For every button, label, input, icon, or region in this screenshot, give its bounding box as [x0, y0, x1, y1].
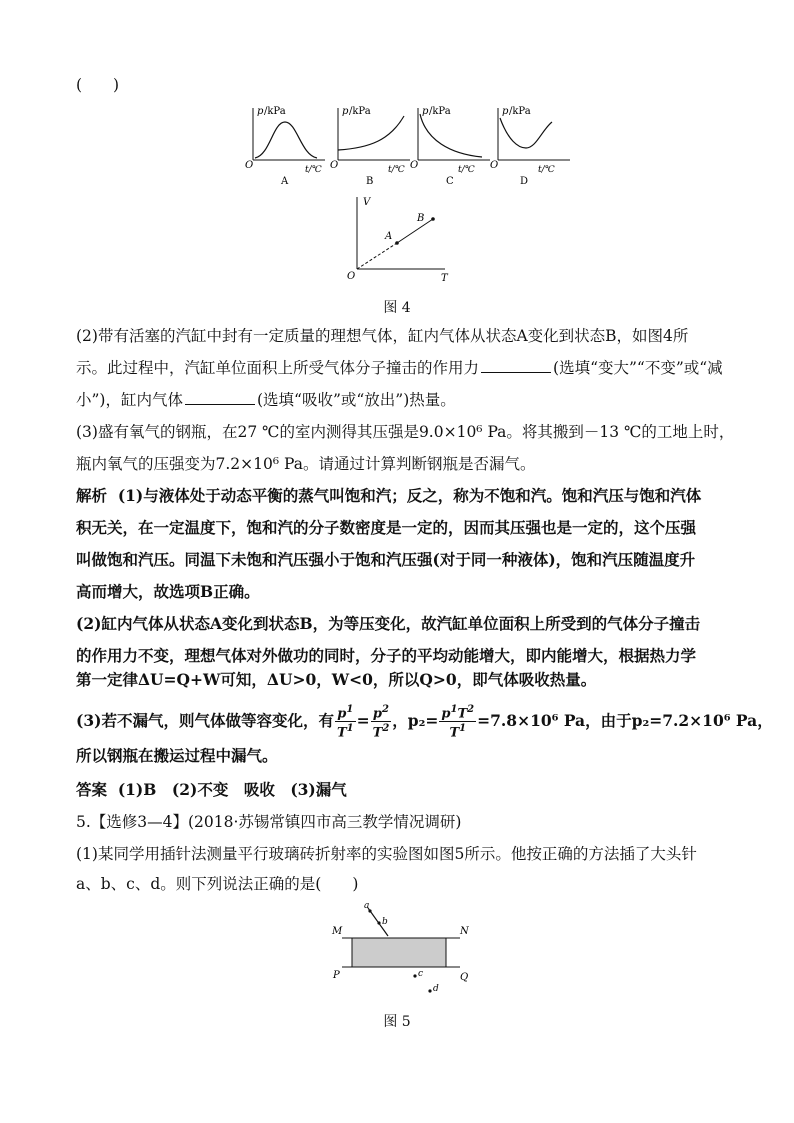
- fig4-xlabel: T: [441, 273, 448, 284]
- q2-line-3-b: (选填“吸收”或“放出”)热量。: [256, 391, 456, 409]
- answer-text: (1)B (2)不变 吸收 (3)漏气: [117, 780, 347, 799]
- q3-line-2: 瓶内氧气的压强变为7.2×10⁶ Pa。请通过计算判断钢瓶是否漏气。: [76, 455, 536, 473]
- fig5-label-d: d: [433, 984, 439, 994]
- fig5-label-b: b: [382, 917, 388, 927]
- fig4-point-b: B: [417, 213, 425, 224]
- analysis-p3-line-2: 所以钢瓶在搬运过程中漏气。: [76, 746, 278, 765]
- graph-c-ylabel: p: [422, 106, 429, 117]
- graph-b: [330, 106, 410, 187]
- q2-line-2-b: (选填“变大”“不变”或“减: [553, 359, 723, 377]
- analysis-p3-val: =7.8×10⁶ Pa，由于p₂=7.2×10⁶ Pa，: [477, 710, 773, 730]
- fig4-origin: O: [347, 271, 356, 282]
- q5-line-1: (1)某同学用插针法测量平行玻璃砖折射率的实验图如图5所示。他按正确的方法插了大头针: [76, 845, 697, 863]
- q3-line-1: (3)盛有氧气的钢瓶，在27 ℃的室内测得其压强是9.0×10⁶ Pa。将其搬到－13 ℃的工地上时，: [76, 423, 735, 441]
- q2-line-2: [76, 357, 723, 379]
- graph-a-origin: O: [245, 160, 254, 171]
- graph-b-origin: O: [330, 160, 339, 171]
- fig5-label-m: M: [332, 926, 343, 937]
- analysis-p1-l1: (1)与液体处于动态平衡的蒸气叫饱和汽；反之，称为不饱和汽。饱和汽压与饱和汽体: [117, 486, 702, 505]
- fig5-label-q: Q: [460, 972, 469, 983]
- pin-d-dot: [428, 989, 431, 992]
- analysis-p2-line-2: 的作用力不变，理想气体对外做功的同时，分子的平均动能增大，即内能增大，根据热力学: [76, 646, 697, 665]
- graph-a: [245, 106, 325, 187]
- graph-a-xlabel: t/℃: [305, 165, 322, 175]
- fig5-label-c: c: [418, 969, 424, 979]
- graph-b-yunit: /kPa: [349, 106, 371, 117]
- analysis-p2-line-1: (2)缸内气体从状态A变化到状态B，为等压变化，故汽缸单位面积上所受到的气体分子撞击: [76, 614, 701, 633]
- figure-5: [330, 898, 480, 998]
- graph-d: [490, 106, 570, 187]
- graph-c: [410, 106, 490, 187]
- fig4-point-a: A: [385, 231, 393, 242]
- q5-header: 5.【选修3—4】(2018·苏锡常镇四市高三教学情况调研): [76, 813, 462, 831]
- answer-label: 答案: [76, 780, 108, 799]
- fraction-p2-t2: $\frac{p^2}{T^2}$: [372, 704, 390, 741]
- question-bracket: ( ): [76, 76, 120, 94]
- analysis-label: 解析: [76, 486, 108, 505]
- point-a-dot: [395, 241, 399, 245]
- graph-d-origin: O: [490, 160, 499, 171]
- option-graphs: [245, 100, 585, 190]
- pin-b-dot: [377, 921, 380, 924]
- graph-c-origin: O: [410, 160, 419, 171]
- q2-line-3: [76, 389, 456, 411]
- analysis-p1-line-3: 叫做饱和汽压。同温下未饱和汽压强小于饱和汽压强(对于同一种液体)，饱和汽压随温度升: [76, 550, 696, 569]
- figure-4: [345, 193, 455, 288]
- fraction-p1t2-t1: $\frac{p^1T^2}{T^1}$: [441, 704, 475, 741]
- graph-a-ylabel: p: [257, 106, 264, 117]
- graph-d-label: D: [520, 176, 529, 187]
- graph-c-label: C: [446, 176, 454, 187]
- point-b-dot: [431, 217, 435, 221]
- analysis-p1-line-1: [76, 485, 701, 507]
- graph-a-label: A: [281, 176, 289, 187]
- graph-b-xlabel: t/℃: [388, 165, 405, 175]
- answer-line: [76, 779, 347, 801]
- analysis-p1-line-2: 积无关，在一定温度下，饱和汽的分子数密度是一定的，因而其压强也是一定的，这个压强: [76, 518, 697, 537]
- q2-line-2-a: 示。此过程中，汽缸单位面积上所受气体分子撞击的作用力: [76, 359, 480, 377]
- q2-blank-force[interactable]: [481, 358, 551, 373]
- graph-d-xlabel: t/℃: [538, 165, 555, 175]
- graph-d-ylabel: p: [502, 106, 509, 117]
- graph-b-label: B: [366, 176, 374, 187]
- analysis-p1-line-4: 高而增大，故选项B正确。: [76, 582, 260, 601]
- analysis-p3-prefix: (3)若不漏气，则气体做等容变化，有: [76, 710, 334, 730]
- figure-5-caption: 图 5: [383, 1014, 411, 1030]
- pin-c-dot: [413, 974, 416, 977]
- q5-line-2: a、b、c、d。则下列说法正确的是( ): [76, 875, 359, 893]
- analysis-p3-mid: ，p₂=: [392, 710, 439, 730]
- graph-d-yunit: /kPa: [509, 106, 531, 117]
- graph-b-ylabel: p: [342, 106, 349, 117]
- fig5-label-n: N: [460, 926, 469, 937]
- q2-line-1: (2)带有活塞的汽缸中封有一定质量的理想气体，缸内气体从状态A变化到状态B，如图4所: [76, 327, 689, 345]
- fig5-label-a: a: [364, 901, 370, 911]
- graph-c-yunit: /kPa: [429, 106, 451, 117]
- analysis-p2-line-3: 第一定律ΔU=Q+W可知，ΔU>0，W<0，所以Q>0，即气体吸收热量。: [76, 670, 597, 689]
- figure-4-caption: 图 4: [383, 300, 411, 316]
- glass-brick: [352, 938, 446, 967]
- graph-a-yunit: /kPa: [264, 106, 286, 117]
- analysis-p3-line-1: (3)若不漏气，则气体做等容变化，有 $\frac{p^1}{T^1}$ = $\frac{p^2}{T^2}$ ，p₂= $\frac{p^1T^2}{T^1}$ =7.8×10⁶ Pa，由于p₂=7.2×10⁶ Pa，: [76, 704, 773, 741]
- q2-line-3-a: 小”)，缸内气体: [76, 391, 183, 409]
- fraction-p1-t1: $\frac{p^1}{T^1}$: [336, 704, 354, 741]
- fig5-label-p: P: [333, 970, 340, 981]
- fig4-ylabel: V: [363, 197, 371, 208]
- graph-c-xlabel: t/℃: [458, 165, 475, 175]
- q2-blank-heat[interactable]: [185, 390, 255, 405]
